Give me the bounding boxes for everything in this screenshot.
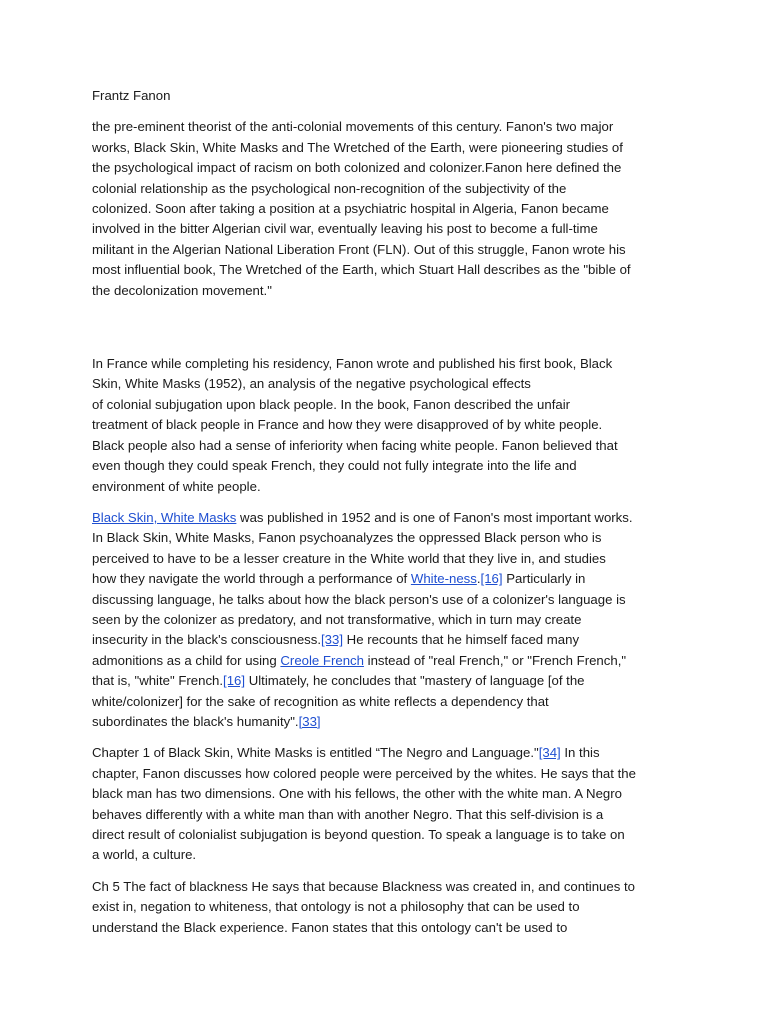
text-line: chapter, Fanon discusses how colored people were perceived by the whites. He says that the (92, 765, 636, 781)
text-line: perceived to have to be a lesser creature in the White world that they live in, and studies (92, 550, 606, 566)
text-line: discussing language, he talks about how the black person's use of a colonizer's language is (92, 591, 626, 607)
text-span: insecurity in the black's consciousness. (92, 632, 322, 648)
text-line: In France while completing his residency, Fanon wrote and published his first book, Black (92, 356, 613, 372)
text-line: Ch 5 The fact of blackness He says that because Blackness was created in, and continues to (92, 878, 635, 894)
citation-link-16[interactable]: [16] (480, 571, 503, 587)
text-line: colonized. Soon after taking a position at a psychiatric hospital in Algeria, Fanon became (92, 201, 609, 217)
document-body (92, 86, 692, 949)
text-line (92, 569, 692, 589)
text-line: the psychological impact of racism on both colonized and colonizer.Fanon here defined the (92, 160, 622, 176)
text-span: Ultimately, he concludes that "mastery of language [of the (245, 673, 585, 689)
paragraph-residency (92, 354, 692, 497)
text-line: direct result of colonialist subjugation is beyond question. To speak a language is to take on (92, 827, 625, 842)
text-span: Particularly in (502, 571, 586, 587)
text-line: even though they could speak French, they could not fully integrate into the life and (92, 458, 577, 474)
text-line: colonial relationship as the psychological non-recognition of the subjectivity of the (92, 180, 567, 196)
text-span: instead of "real French," or "French French," (363, 652, 627, 668)
text-line (92, 743, 692, 763)
text-line: Skin, White Masks (1952), an analysis of the negative psychological effects (92, 376, 531, 392)
paragraph-black-skin (92, 508, 692, 732)
text-line: works, Black Skin, White Masks and The Wretched of the Earth, were pioneering studies of (92, 139, 623, 155)
text-line: treatment of black people in France and how they were disapproved of by white people. (92, 417, 603, 433)
blank-space (92, 312, 692, 354)
citation-link-33[interactable]: [33] (321, 632, 344, 648)
text-line: understand the Black experience. Fanon states that this ontology can't be used to (92, 919, 568, 935)
text-span: He recounts that he himself faced many (343, 632, 580, 648)
text-span: how they navigate the world through a performance of (92, 571, 411, 587)
text-line: a world, a culture. (92, 847, 197, 863)
text-line: of colonial subjugation upon black people. In the book, Fanon described the unfair (92, 396, 571, 412)
link-creole-french[interactable]: Creole French (280, 652, 364, 668)
text-line (92, 508, 692, 528)
text-line: militant in the Algerian National Liberation Front (FLN). Out of this struggle, Fanon wrote his (92, 241, 626, 257)
text-line: behaves differently with a white man than with another Negro. That this self-division is a (92, 806, 604, 822)
text-span: Chapter 1 of Black Skin, White Masks is entitled “The Negro and Language." (92, 745, 539, 761)
text-span: subordinates the black's humanity". (92, 713, 299, 729)
text-line: involved in the bitter Algerian civil war, eventually leaving his post to become a full-time (92, 221, 598, 237)
text-line: seen by the colonizer as predatory, and not transformative, which in turn may create (92, 611, 582, 627)
text-line (92, 630, 692, 650)
text-line: environment of white people. (92, 478, 261, 494)
text-line: the decolonization movement." (92, 282, 272, 298)
text-span: In this (560, 745, 600, 761)
text-line: black man has two dimensions. One with his fellows, the other with the white man. A Negro (92, 786, 622, 802)
text-line (92, 712, 692, 732)
citation-link-34[interactable]: [34] (538, 745, 561, 761)
text-span: was published in 1952 and is one of Fanon's most important works. (236, 509, 633, 525)
link-black-skin-white-masks[interactable]: Black Skin, White Masks (92, 509, 237, 525)
citation-link-33[interactable]: [33] (298, 713, 321, 729)
text-span: that is, "white" French. (92, 673, 224, 689)
paragraph-chapter-5 (92, 877, 692, 938)
text-line: Black people also had a sense of inferiority when facing white people. Fanon believed that (92, 437, 618, 453)
document-title: Frantz Fanon (92, 88, 171, 103)
text-line (92, 651, 692, 671)
link-white-ness[interactable]: White-ness (410, 571, 477, 587)
text-line (92, 671, 692, 691)
paragraph-intro (92, 117, 692, 301)
text-line: In Black Skin, White Masks, Fanon psychoanalyzes the oppressed Black person who is (92, 530, 602, 546)
citation-link-16[interactable]: [16] (223, 673, 246, 689)
text-line: exist in, negation to whiteness, that ontology is not a philosophy that can be used to (92, 899, 580, 915)
text-line: white/colonizer] for the sake of recognition as white reflects a dependency that (92, 693, 549, 709)
text-line: the pre-eminent theorist of the anti-colonial movements of this century. Fanon's two major (92, 119, 614, 135)
paragraph-chapter-1 (92, 743, 692, 865)
text-span: . (476, 571, 481, 587)
text-span: admonitions as a child for using (92, 652, 281, 668)
text-line: most influential book, The Wretched of the Earth, which Stuart Hall describes as the "bible of (92, 262, 631, 278)
